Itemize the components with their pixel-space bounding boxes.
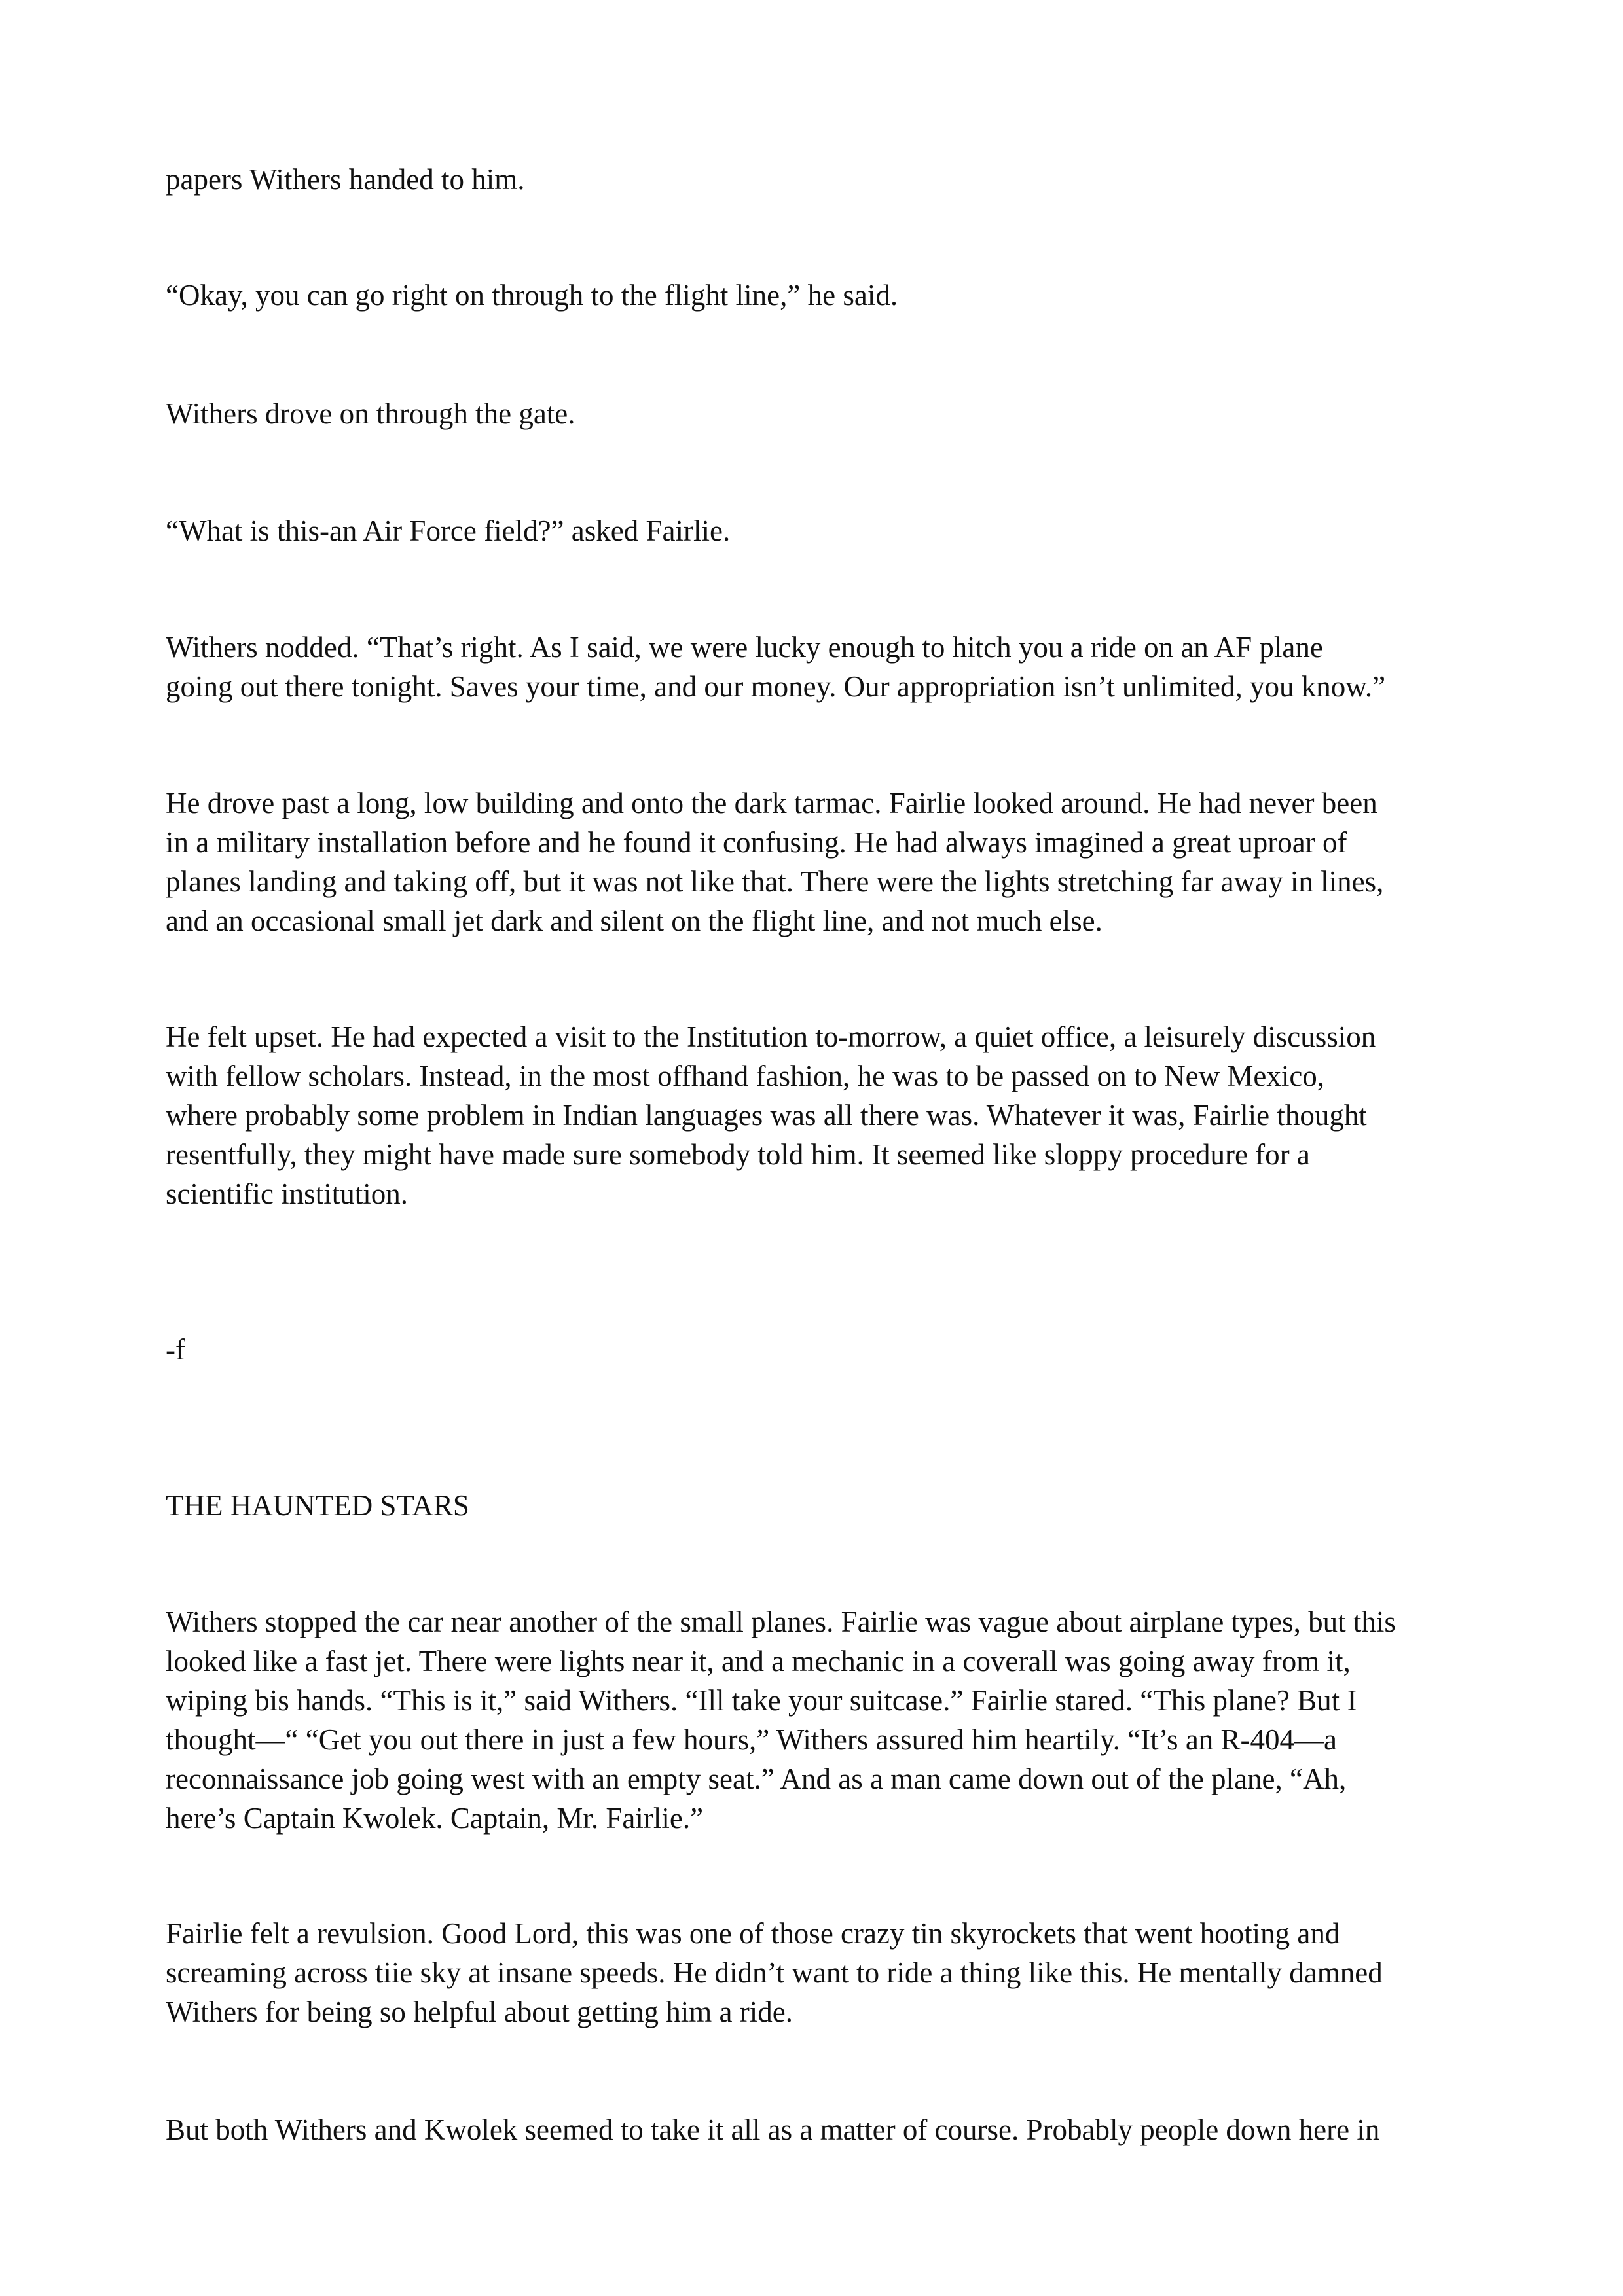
paragraph-both-withers-kwolek: But both Withers and Kwolek seemed to take it all as a matter of course. Probably people down here in bbox=[166, 2113, 1380, 2146]
paragraph-air-force-field: “What is this-an Air Force field?” asked Fairlie. bbox=[166, 514, 731, 547]
paragraph-withers-stopped-car: Withers stopped the car near another of the small planes. Fairlie was vague about airplane types, but this looked like a fast jet. There were lights near it, and a mechanic in a coverall was going away from it, wiping bis hands. “This is it,” said Withers. “Ill take your suitcase.” Fairlie stared. “This plane? But I thought—“ “Get you out there in just a few hours,” Withers assured him heartily. “It’s an R-404—a reconnaissance job going west with an empty seat.” And as a man came down out of the plane, “Ah, here’s Captain Kwolek. Captain, Mr. Fairlie.” bbox=[166, 1605, 1396, 1835]
paragraph-withers-drove-gate: Withers drove on through the gate. bbox=[166, 397, 575, 430]
paragraph-felt-upset: He felt upset. He had expected a visit to the Institution to-morrow, a quiet office, a leisurely discussion with fellow scholars. Instead, in the most offhand fashion, he was to be passed on to New Mexico, where probably some problem in Indian languages was all there was. Whatever it was, Fairlie thought resentfully, they might have made sure somebody told him. It seemed like sloppy procedure for a scientific institution. bbox=[166, 1020, 1376, 1210]
paragraph-fairlie-revulsion: Fairlie felt a revulsion. Good Lord, this was one of those crazy tin skyrockets that went hooting and screaming across tiie sky at insane speeds. He didn’t want to ride a thing like this. He mentally damned Withers for being so helpful about getting him a ride. bbox=[166, 1917, 1383, 2028]
page-marker: -f bbox=[166, 1333, 185, 1366]
paragraph-withers-nodded: Withers nodded. “That’s right. As I said, we were lucky enough to hitch you a ride on an AF plane going out there tonight. Saves your time, and our money. Our appropriation isn’t unlimited, you know.” bbox=[166, 631, 1386, 703]
paragraph-okay-flight-line: “Okay, you can go right on through to the flight line,” he said. bbox=[166, 279, 898, 312]
paragraph-dark-tarmac: He drove past a long, low building and onto the dark tarmac. Fairlie looked around. He had never been in a military installation before and he found it confusing. He had always imagined a great uproar of planes landing and taking off, but it was not like that. There were the lights stretching far away in lines, and an occasional small jet dark and silent on the flight line, and not much else. bbox=[166, 787, 1384, 937]
running-header-book-title: THE HAUNTED STARS bbox=[166, 1489, 469, 1522]
paragraph-papers-withers-handed: papers Withers handed to him. bbox=[166, 163, 525, 196]
